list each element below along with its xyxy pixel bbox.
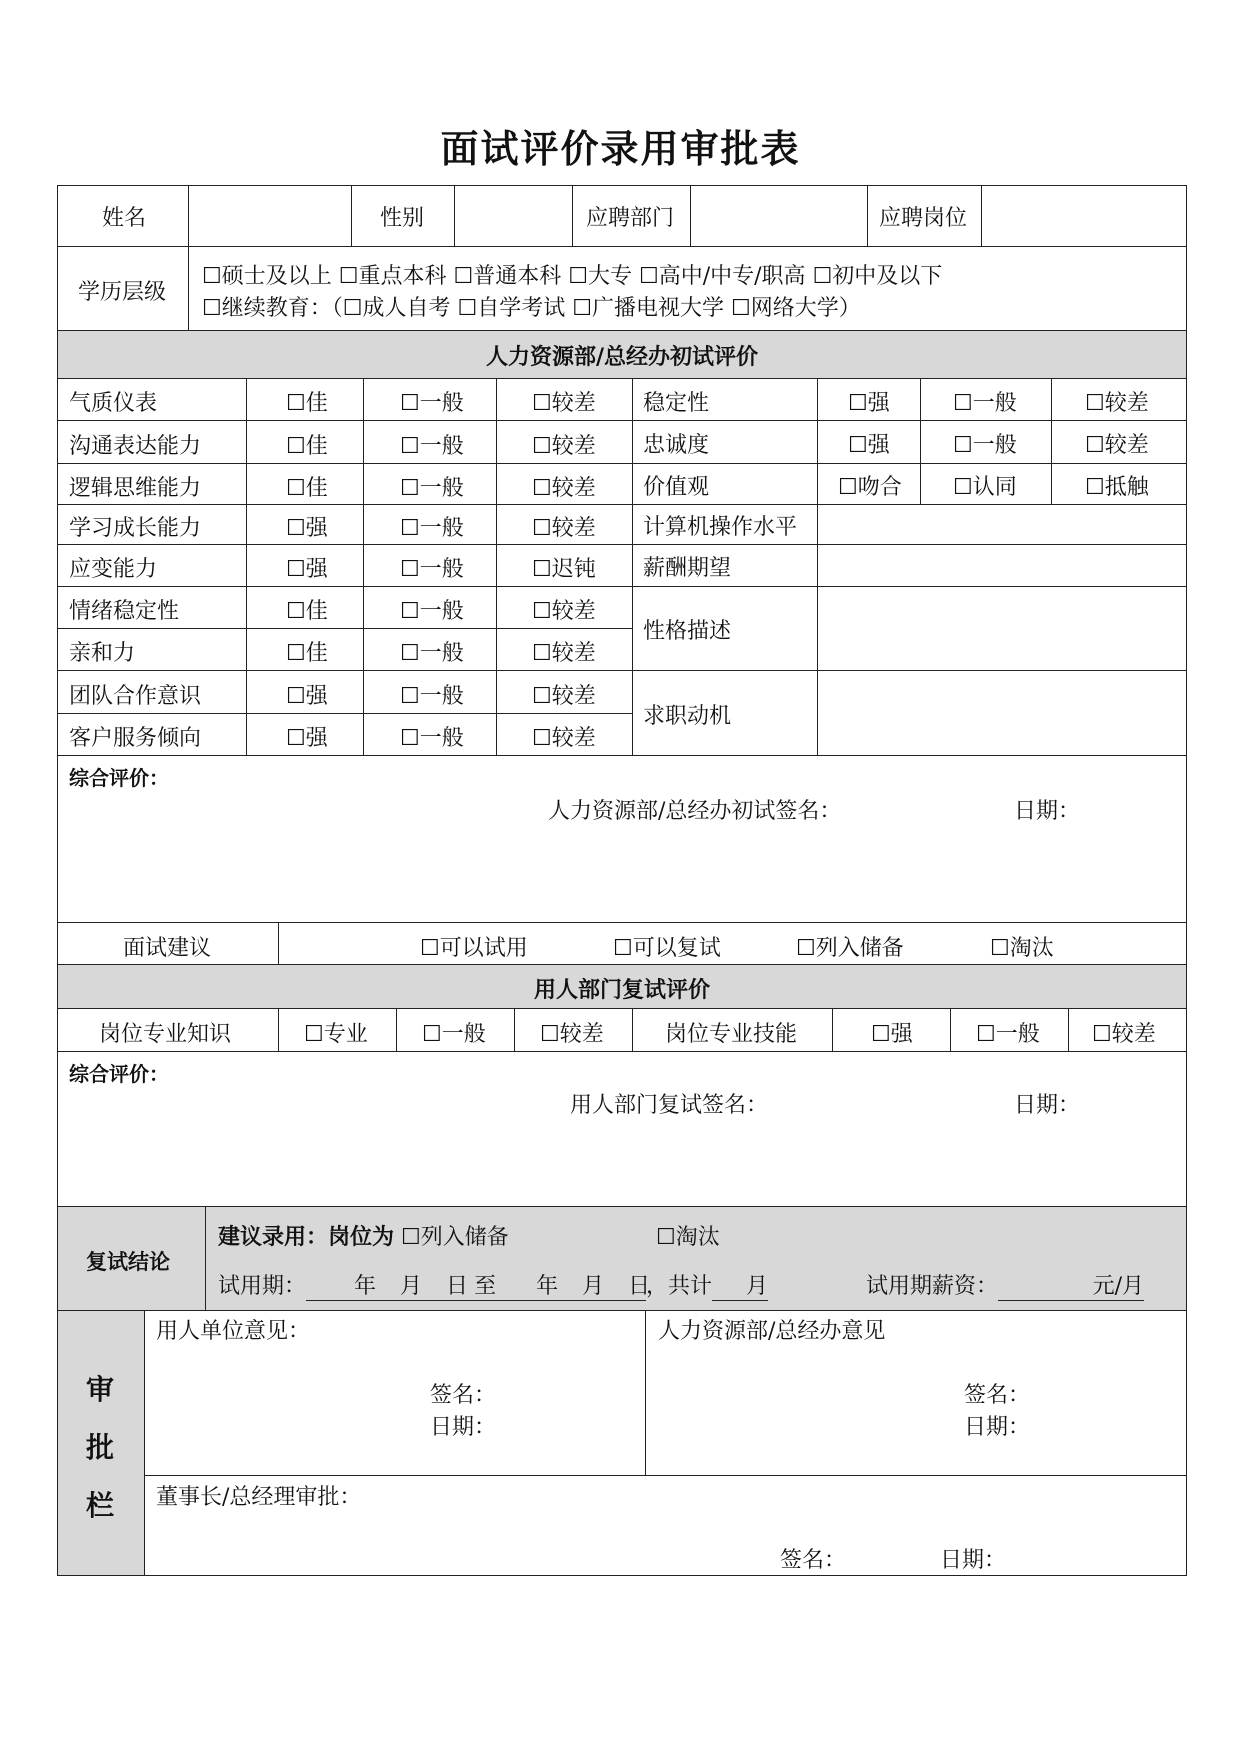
computer-skill-label: 计算机操作水平 <box>643 515 798 540</box>
motivation-field[interactable] <box>818 671 1186 754</box>
probation-salary <box>866 1269 1144 1301</box>
hr-criterion-label: 客户服务倾向 <box>69 726 202 751</box>
probation-line <box>218 1269 768 1301</box>
total-label: ，共计 <box>646 1274 713 1299</box>
edu-option[interactable]: ☐ 高中/中专/职高 <box>639 264 806 289</box>
option[interactable]: ☐ 较差 <box>532 429 596 460</box>
name-label: 姓名 <box>102 206 147 231</box>
probation-salary-field[interactable]: 元/月 <box>998 1269 1144 1301</box>
hr-criterion-label: 沟通表达能力 <box>69 434 202 459</box>
dept-section-header: 用人部门复试评价 <box>533 977 710 1003</box>
continuing-edu-label[interactable]: ☐ 继续教育：（ <box>202 296 343 321</box>
option[interactable]: ☐ 一般 <box>400 636 464 667</box>
suggestion-label: 面试建议 <box>123 936 212 961</box>
option[interactable]: ☐ 一般 <box>400 429 464 460</box>
option[interactable]: ☐ 一般 <box>422 1017 486 1048</box>
option[interactable]: ☐ 较差 <box>532 471 596 502</box>
knowledge-label: 岗位专业知识 <box>99 1022 232 1047</box>
option[interactable]: ☐ 较差 <box>540 1017 604 1048</box>
dept-field[interactable] <box>691 186 866 245</box>
hr-summary-label: 综合评价： <box>69 766 169 790</box>
ceo-approval-field[interactable] <box>145 1512 1186 1552</box>
unit-opinion-field[interactable] <box>145 1345 644 1473</box>
option[interactable]: ☐ 强 <box>848 386 890 417</box>
option[interactable]: ☐ 一般 <box>953 386 1017 417</box>
skill-label: 岗位专业技能 <box>665 1022 798 1047</box>
suggestion-option[interactable]: ☐ 列入储备 <box>796 931 904 962</box>
edu-option[interactable]: ☐ 广播电视大学 <box>572 296 724 321</box>
option[interactable]: ☐ 较差 <box>532 386 596 417</box>
name-field[interactable] <box>189 186 350 245</box>
approval-char: 批 <box>86 1431 115 1464</box>
option[interactable]: ☐ 强 <box>286 721 328 752</box>
hr-criterion-label: 学习成长能力 <box>69 516 202 541</box>
dept-summary-label: 综合评价： <box>69 1062 169 1086</box>
edu-option[interactable]: ☐ 自学考试 <box>458 296 566 321</box>
position-field[interactable] <box>982 186 1186 245</box>
hire-label: 建议录用：岗位为 <box>218 1224 395 1250</box>
hr-opinion-field[interactable] <box>646 1345 1186 1473</box>
option[interactable]: ☐ 较差 <box>1085 386 1149 417</box>
edu-option[interactable]: ☐ 硕士及以上 <box>202 264 332 289</box>
edu-option[interactable]: ☐ 初中及以下 <box>813 264 943 289</box>
personality-label: 性格描述 <box>643 619 732 644</box>
dept-label: 应聘部门 <box>586 206 675 231</box>
hr-criterion-label: 团队合作意识 <box>69 684 202 709</box>
option[interactable]: ☐ 较差 <box>532 594 596 625</box>
option[interactable]: ☐ 强 <box>848 428 890 459</box>
education-line-1 <box>202 259 942 290</box>
option[interactable]: ☐ 佳 <box>286 386 328 417</box>
option[interactable]: ☐ 一般 <box>400 386 464 417</box>
option[interactable]: ☐ 强 <box>286 679 328 710</box>
conclusion-option[interactable]: ☐ 淘汰 <box>656 1220 720 1251</box>
ceo-sign-label: 签名： <box>780 1548 847 1573</box>
ceo-approval-label: 董事长/总经理审批： <box>156 1485 362 1510</box>
option[interactable]: ☐ 认同 <box>953 470 1017 501</box>
option[interactable]: ☐ 佳 <box>286 636 328 667</box>
unit-sign-label: 签名： <box>430 1383 497 1408</box>
dept-sign-label: 用人部门复试签名： <box>570 1093 769 1118</box>
option[interactable]: ☐ 佳 <box>286 471 328 502</box>
conclusion-label: 复试结论 <box>86 1249 170 1274</box>
option[interactable]: ☐ 一般 <box>400 594 464 625</box>
hr-criterion-label: 气质仪表 <box>69 391 158 416</box>
probation-label: 试用期： <box>218 1274 307 1299</box>
option[interactable]: ☐ 较差 <box>1092 1017 1156 1048</box>
hr-summary-field[interactable] <box>58 820 1186 920</box>
unit-opinion-label: 用人单位意见： <box>156 1319 311 1344</box>
option[interactable]: ☐ 专业 <box>304 1017 368 1048</box>
option[interactable]: ☐ 一般 <box>400 679 464 710</box>
education-line-2 <box>202 291 861 322</box>
probation-salary-label: 试用期薪资： <box>866 1274 999 1299</box>
hr-opinion-date-label: 日期： <box>964 1415 1031 1440</box>
conclusion-line-1 <box>218 1220 509 1251</box>
salary-expectation-field[interactable] <box>818 545 1186 585</box>
position-label: 应聘岗位 <box>879 206 968 231</box>
values-label: 价值观 <box>643 475 710 500</box>
ceo-date-label: 日期： <box>940 1548 1007 1573</box>
option[interactable]: ☐ 佳 <box>286 429 328 460</box>
option[interactable]: ☐ 一般 <box>400 471 464 502</box>
hr-criterion-label: 逻辑思维能力 <box>69 476 202 501</box>
edu-option[interactable]: ☐ 普通本科 <box>454 264 562 289</box>
form-title: 面试评价录用审批表 <box>440 126 801 171</box>
hr-criterion-label: 情绪稳定性 <box>69 599 180 624</box>
option[interactable]: ☐ 较差 <box>532 636 596 667</box>
option[interactable]: ☐ 较差 <box>1085 428 1149 459</box>
dept-summary-field[interactable] <box>58 1115 1186 1204</box>
option[interactable]: ☐ 强 <box>286 511 328 542</box>
edu-option[interactable]: ☐ 成人自考 <box>343 296 451 321</box>
personality-field[interactable] <box>818 587 1186 669</box>
hr-criterion-label: 应变能力 <box>69 557 158 582</box>
loyalty-label: 忠诚度 <box>643 433 710 458</box>
salary-expectation-label: 薪酬期望 <box>643 556 732 581</box>
option[interactable]: ☐ 迟钝 <box>532 552 596 583</box>
option[interactable]: ☐ 吻合 <box>838 470 902 501</box>
edu-option[interactable]: ☐ 重点本科 <box>339 264 447 289</box>
approval-char: 审 <box>86 1373 115 1406</box>
suggestion-option[interactable]: ☐ 可以复试 <box>613 931 721 962</box>
option[interactable]: ☐ 一般 <box>400 511 464 542</box>
option[interactable]: ☐ 一般 <box>976 1017 1040 1048</box>
total-months-field[interactable]: 月 <box>712 1269 768 1301</box>
hr-opinion-label: 人力资源部/总经办意见 <box>658 1319 886 1344</box>
hr-sign-label: 人力资源部/总经办初试签名： <box>548 799 842 824</box>
unit-date-label: 日期： <box>430 1415 497 1440</box>
option[interactable]: ☐ 一般 <box>953 428 1017 459</box>
gender-field[interactable] <box>455 186 571 245</box>
hr-criterion-label: 亲和力 <box>69 641 136 666</box>
option[interactable]: ☐ 较差 <box>532 721 596 752</box>
option[interactable]: ☐ 佳 <box>286 594 328 625</box>
option[interactable]: ☐ 较差 <box>532 511 596 542</box>
edu-option[interactable]: ☐ 大专 <box>568 264 632 289</box>
education-label: 学历层级 <box>78 280 167 305</box>
stability-label: 稳定性 <box>643 391 710 416</box>
option[interactable]: ☐ 一般 <box>400 721 464 752</box>
option[interactable]: ☐ 强 <box>871 1017 913 1048</box>
motivation-label: 求职动机 <box>643 704 732 729</box>
edu-option[interactable]: ☐ 网络大学） <box>731 296 861 321</box>
option[interactable]: ☐ 一般 <box>400 552 464 583</box>
option[interactable]: ☐ 较差 <box>532 679 596 710</box>
option[interactable]: ☐ 抵触 <box>1085 470 1149 501</box>
hr-date-label: 日期： <box>1014 799 1081 824</box>
probation-date-field[interactable]: 年 月 日 至 年 月 日 <box>306 1269 646 1301</box>
option[interactable]: ☐ 强 <box>286 552 328 583</box>
dept-date-label: 日期： <box>1014 1093 1081 1118</box>
conclusion-option[interactable]: ☐ 列入储备 <box>401 1225 509 1250</box>
computer-skill-field[interactable] <box>818 505 1186 543</box>
suggestion-option[interactable]: ☐ 可以试用 <box>420 931 528 962</box>
hr-section-header: 人力资源部/总经办初试评价 <box>485 344 759 370</box>
gender-label: 性别 <box>380 206 425 231</box>
suggestion-option[interactable]: ☐ 淘汰 <box>990 931 1054 962</box>
approval-char: 栏 <box>86 1489 115 1522</box>
hr-opinion-sign-label: 签名： <box>964 1383 1031 1408</box>
